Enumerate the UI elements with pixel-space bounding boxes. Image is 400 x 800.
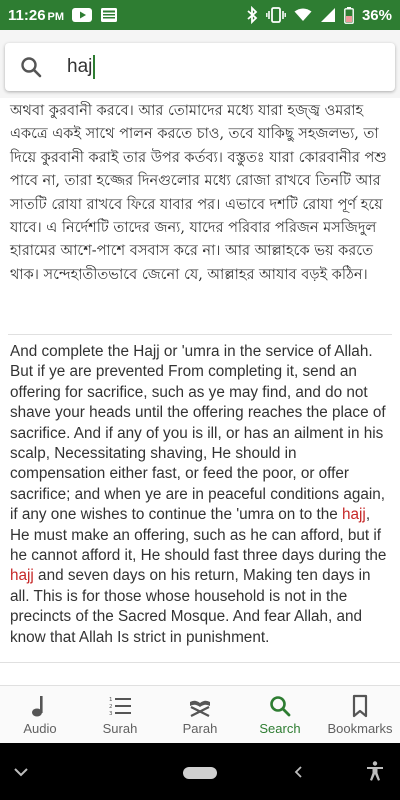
search-bar-container [0,30,400,98]
nav-item-parah[interactable] [160,686,240,743]
search-icon [267,693,293,719]
bengali-translation: অথবা কুরবানী করবে। আর তোমাদের মধ্যে যারা হজ্জ্ব ওমরাহ একত্রে একই সাথে পালন করতে চাও, তবে যাকিছু সহজলভ্য, তা দিয়ে কুরবানী করাই তার উপর কর্তব্য। বস্তুতঃ যারা কোরবানীর পশু পাবে না, তারা হজ্জের দিনগুলোর মধ্যে রোজা রাখবে তিনটি আর সাতটি রোযা রাখবে ফিরে যাবার পর। এভাবে দশটি রোযা পূর্ণ হয়ে যাবে। এ নির্দেশটি তাদের জন্য, যাদের পরিবার পরিজন মসজিদুল হারামের আশে-পাশে বসবাস করে না। আর আল্লাহকে ভয় করতে থাক। সন্দেহাতীতভাবে জেনো যে, আল্লাহর আযাব বড়ই কঠিন। [10,103,387,283]
vibrate-icon [266,7,286,23]
nav-label-search: Search [259,721,301,736]
chevron-down-icon[interactable] [10,761,32,783]
search-highlight: hajj [10,567,34,585]
english-translation [0,335,400,648]
bottom-navigation [0,685,400,743]
wifi-icon [294,8,312,22]
nav-label-parah: Parah [182,721,218,736]
nav-label-bookmarks: Bookmarks [327,721,393,736]
search-box[interactable] [5,43,395,91]
battery-percent: 36% [361,6,392,24]
svg-text:2: 2 [109,704,113,710]
search-icon[interactable] [19,55,43,79]
svg-text:1: 1 [109,697,113,703]
quran-stand-icon [187,693,213,719]
nav-item-audio[interactable] [0,686,80,743]
home-pill-icon[interactable] [183,767,217,779]
english-text-part: And complete the Hajj or 'umra in the service of Allah. But if ye are prevented From completing it, send an offering for sacrifice, such as ye may find, and do not shave your heads until the offering reaches the place of sacrifice. And if any of you is ill, or has an ailment in his scalp, Necessitating shaving, He should in compensation either fast, or feed the poor, or offer sacrifice; and when ye are in peaceful conditions again, if any one wishes to continue the 'umra on to the [10,343,386,524]
signal-icon [320,7,336,23]
search-highlight: hajj [342,506,366,524]
news-icon [100,7,118,23]
system-navigation-bar [0,743,400,800]
numbered-list-icon [107,693,133,719]
status-time-suffix: PM [47,10,65,23]
nav-item-bookmarks[interactable] [320,686,400,743]
bluetooth-icon [246,6,258,24]
nav-label-surah: Surah [102,721,138,736]
nav-label-audio: Audio [23,721,57,736]
nav-item-search[interactable] [240,686,320,743]
battery-icon [344,7,354,24]
back-icon[interactable] [290,763,308,781]
status-bar [0,0,400,30]
status-time: 11:26 PM [8,6,65,24]
search-query: haj [67,56,93,77]
svg-text:3: 3 [109,711,113,717]
divider [0,662,400,663]
youtube-icon [72,8,92,22]
english-text-part: and seven days on his return, Making ten days in all. This is for those whose household is not in the precincts of the Sacred Mosque. And fear Allah, and know that Allah Is strict in punishment. [10,567,371,646]
search-input[interactable] [67,52,367,82]
nav-item-surah[interactable] [80,686,160,743]
text-caret [93,55,95,79]
music-note-icon [27,693,53,719]
search-results[interactable] [0,98,400,685]
accessibility-icon[interactable] [364,760,386,782]
english-text-part: , He must make an offering, such as he can afford, but if he cannot afford it, He should fast three days during the [10,506,387,565]
bookmark-icon [347,693,373,719]
